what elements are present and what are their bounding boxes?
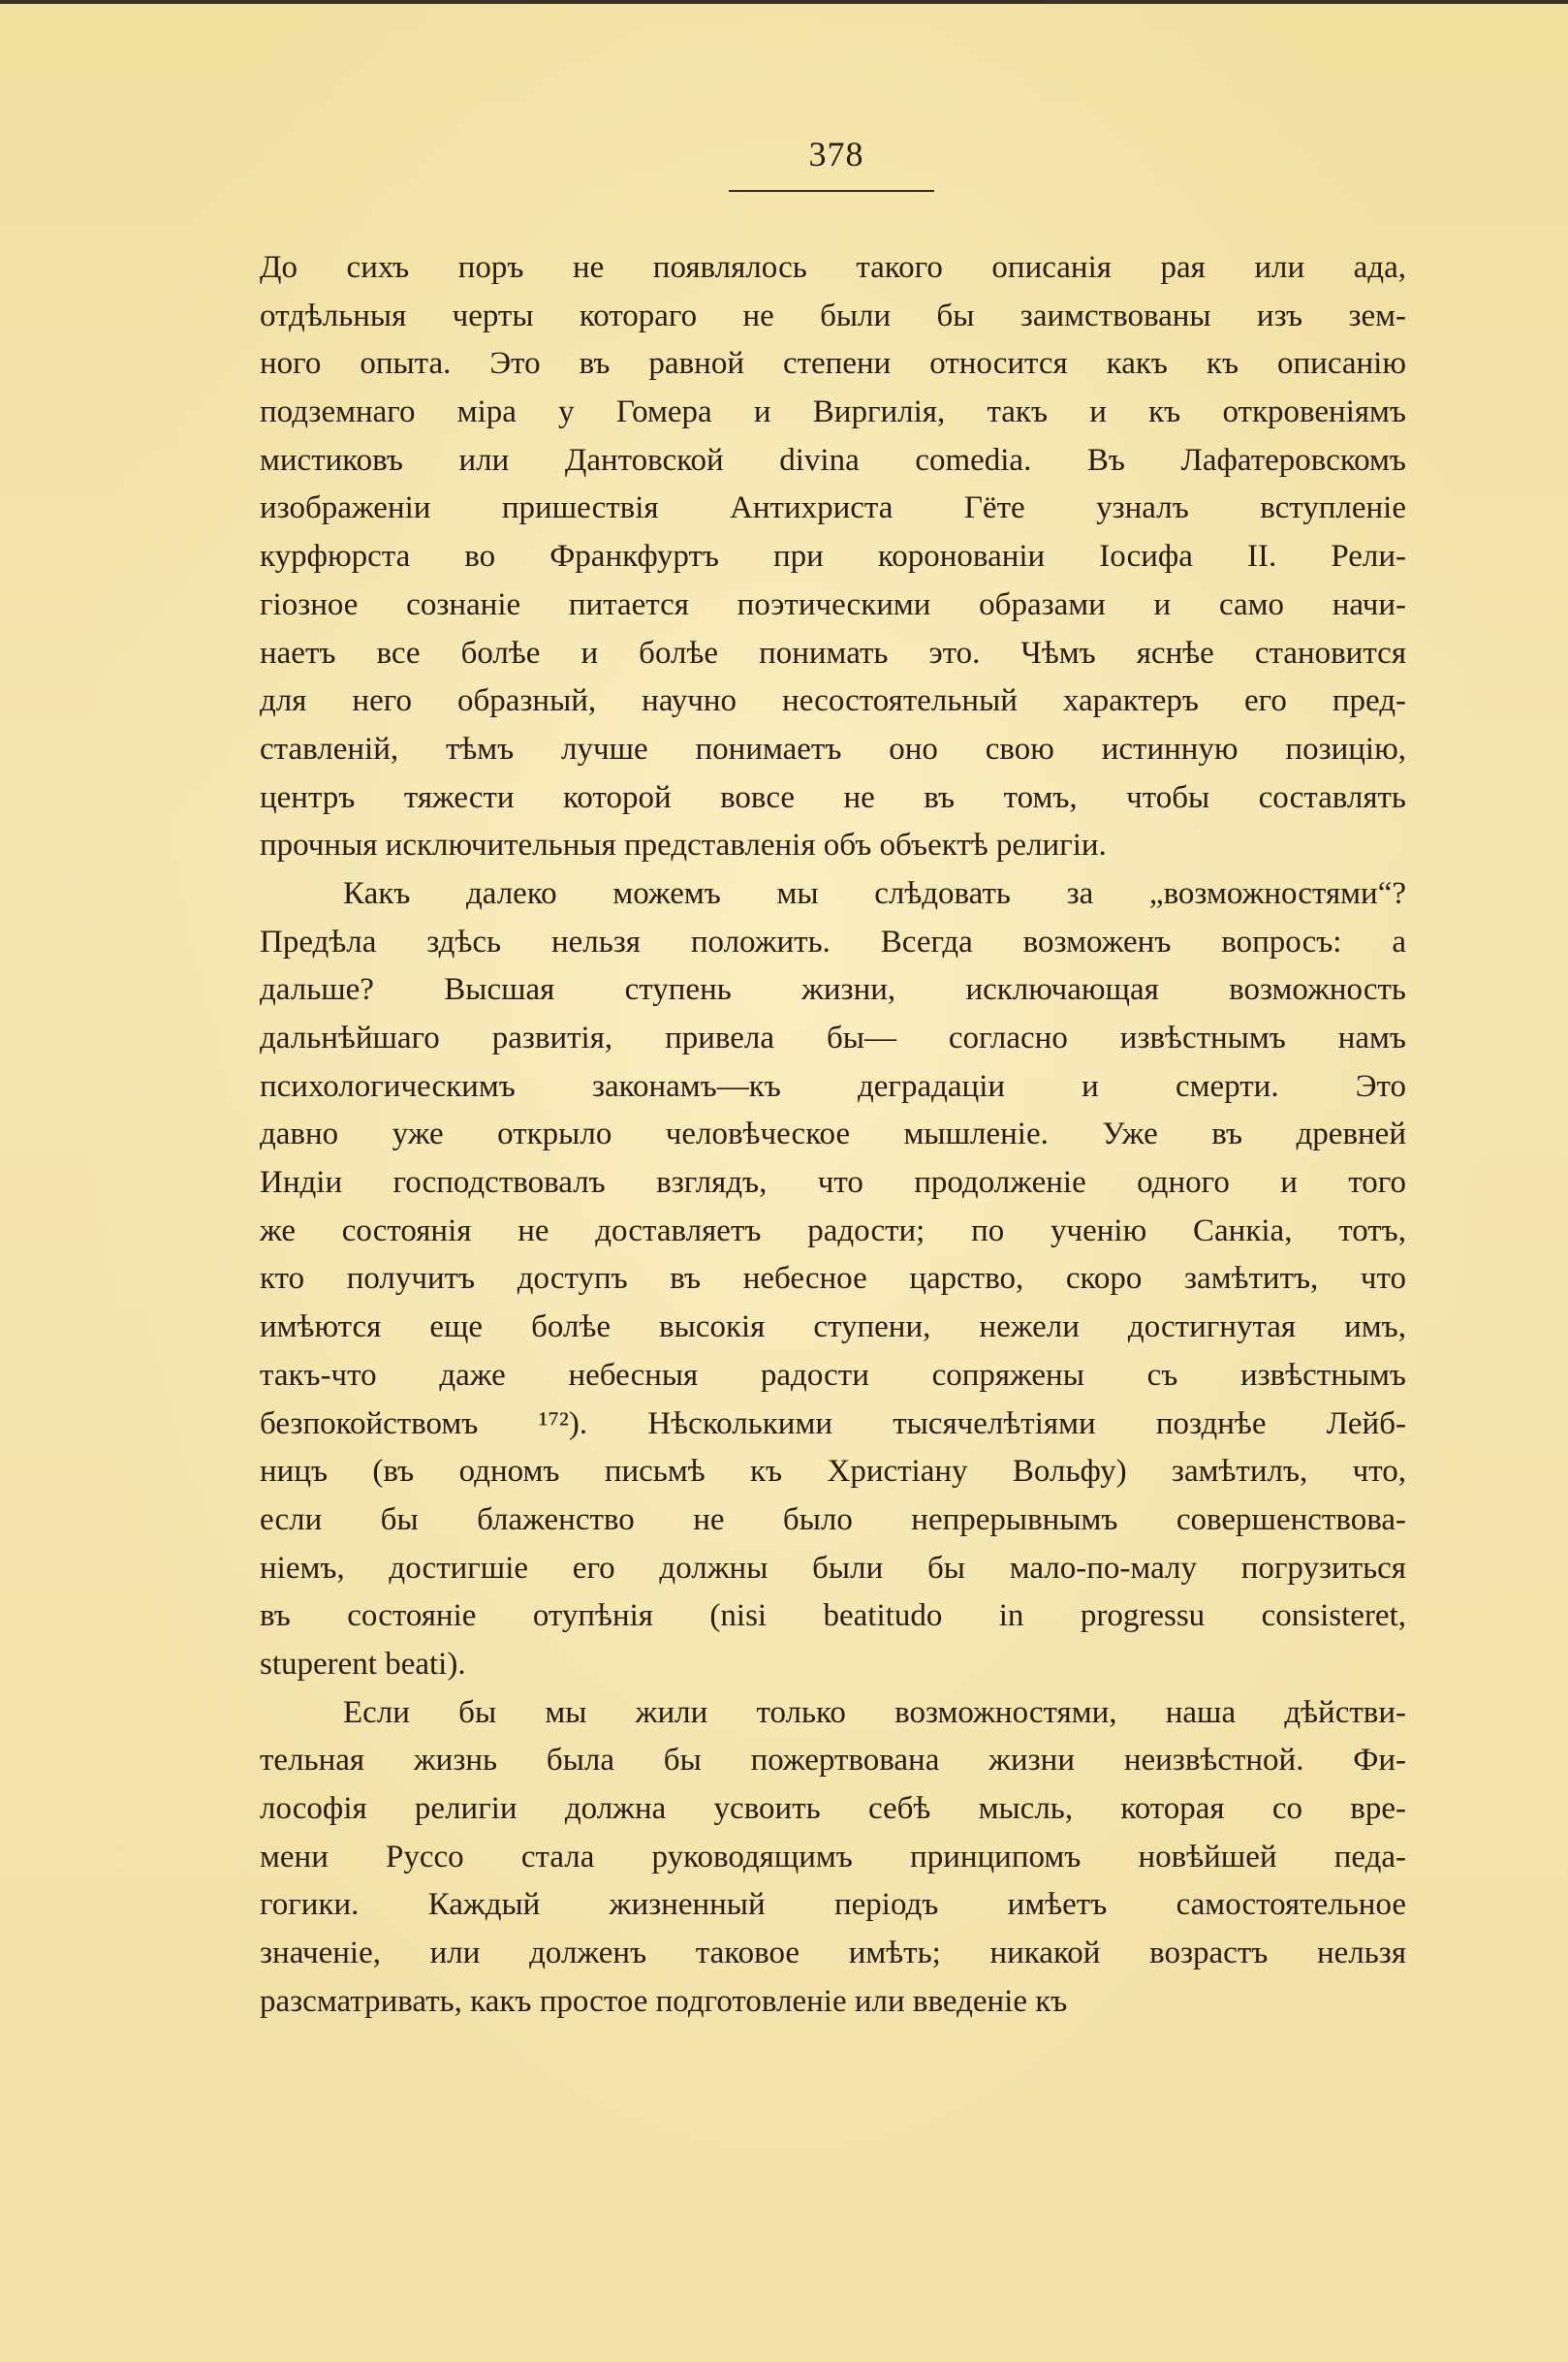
- text-line: такъ-что даже небесныя радости сопряжены съ извѣстнымъ: [260, 1357, 1406, 1393]
- paragraph: [260, 244, 1406, 870]
- text-line: ного опыта. Это въ равной степени относится какъ къ описанію: [260, 346, 1406, 382]
- text-line: дальше? Высшая ступень жизни, исключающая возможность: [260, 972, 1406, 1008]
- paragraph: [260, 870, 1406, 1689]
- paragraph: [260, 1689, 1406, 2027]
- text-line: Индіи господствовалъ взглядъ, что продолженіе одного и того: [260, 1165, 1406, 1201]
- text-line: ставленій, тѣмъ лучше понимаетъ оно свою истинную позицію,: [260, 731, 1406, 767]
- text-line: ницъ (въ одномъ письмѣ къ Христіану Вольфу) замѣтилъ, что,: [260, 1454, 1406, 1490]
- text-line: stuperent beati).: [260, 1646, 466, 1682]
- text-line: отдѣльныя черты котораго не были бы заимствованы изъ зем-: [260, 298, 1406, 333]
- text-line: прочныя исключительныя представленія объ объектѣ религіи.: [260, 828, 1107, 864]
- text-line: въ состояніе отупѣнія (nisi beatitudo in progressu consisteret,: [260, 1598, 1406, 1634]
- text-line: наетъ все болѣе и болѣе понимать это. Чѣмъ яснѣе становится: [260, 635, 1406, 671]
- text-line: безпокойствомъ ¹⁷²). Нѣсколькими тысячелѣтіями позднѣе Лейб-: [260, 1405, 1406, 1441]
- text-line: для него образный, научно несостоятельный характеръ его пред-: [260, 683, 1406, 719]
- text-line: тельная жизнь была бы пожертвована жизни неизвѣстной. Фи-: [260, 1743, 1406, 1779]
- body-text: [260, 244, 1406, 2026]
- text-line: психологическимъ законамъ—къ деградаціи и смерти. Это: [260, 1068, 1406, 1104]
- text-line: разсматривать, какъ простое подготовленіе или введеніе къ: [260, 1983, 1068, 2019]
- text-line: Предѣла здѣсь нельзя положить. Всегда возможенъ вопросъ: а: [260, 924, 1406, 960]
- text-line: значеніе, или долженъ таковое имѣть; никакой возрастъ нельзя: [260, 1936, 1406, 1971]
- text-line: дальнѣйшаго развитія, привела бы— согласно извѣстнымъ намъ: [260, 1021, 1406, 1055]
- text-line: Какъ далеко можемъ мы слѣдовать за „возможностями“?: [343, 875, 1406, 911]
- text-line: гіозное сознаніе питается поэтическими образами и само начи-: [260, 586, 1406, 622]
- text-line: мени Руссо стала руководящимъ принципомъ новѣйшей педа-: [260, 1839, 1406, 1874]
- text-line: подземнаго міра у Гомера и Виргилія, такъ и къ откровеніямъ: [260, 394, 1406, 430]
- page-number: 378: [808, 135, 864, 173]
- text-line: же состоянія не доставляетъ радости; по ученію Санкіа, тотъ,: [260, 1212, 1406, 1248]
- page-top-edge: [0, 0, 1568, 4]
- text-line: курфюрста во Франкфуртъ при коронованіи Іосифа II. Рели-: [260, 539, 1406, 575]
- text-line: давно уже открыло человѣческое мышленіе. Уже въ древней: [260, 1117, 1406, 1152]
- text-line: кто получитъ доступъ въ небесное царство, скоро замѣтитъ, что: [260, 1261, 1406, 1297]
- text-line: лософія религіи должна усвоить себѣ мысль, которая со вре-: [260, 1791, 1406, 1826]
- text-line: Если бы мы жили только возможностями, наша дѣйстви-: [343, 1694, 1406, 1730]
- text-line: изображеніи пришествія Антихриста Гёте узналъ вступленіе: [260, 490, 1406, 526]
- text-line: гогики. Каждый жизненный періодъ имѣетъ самостоятельное: [260, 1887, 1406, 1923]
- text-line: До сихъ поръ не появлялось такого описанія рая или ада,: [260, 250, 1406, 285]
- text-line: центръ тяжести которой вовсе не въ томъ, чтобы составлять: [260, 779, 1406, 815]
- text-line: ніемъ, достигшіе его должны были бы мало-по-малу погрузиться: [260, 1550, 1406, 1586]
- text-line: если бы блаженство не было непрерывнымъ совершенствова-: [260, 1501, 1406, 1537]
- text-line: мистиковъ или Дантовской divina comedia. Въ Лафатеровскомъ: [260, 442, 1406, 478]
- text-line: имѣются еще болѣе высокія ступени, нежели достигнутая имъ,: [260, 1309, 1406, 1345]
- page-number-rule: [729, 190, 934, 192]
